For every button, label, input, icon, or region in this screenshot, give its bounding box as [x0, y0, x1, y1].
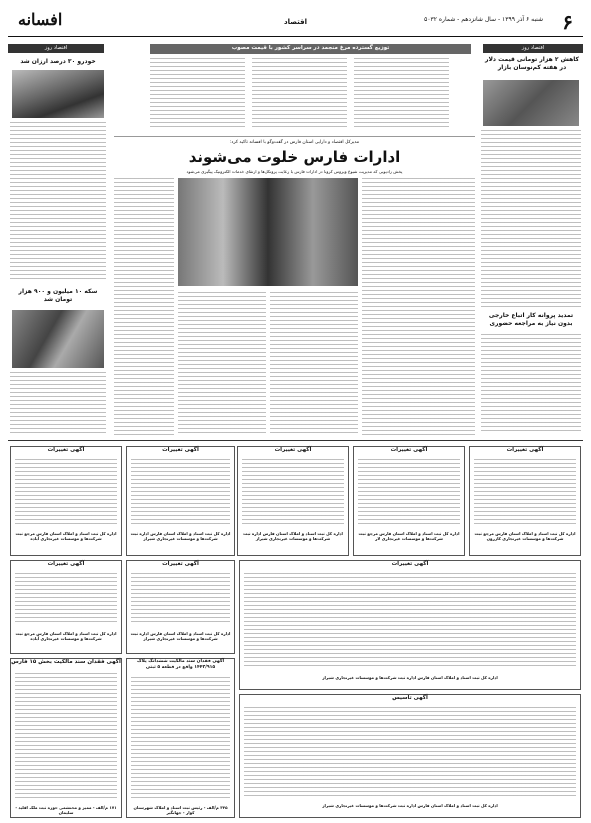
official-photo [178, 178, 358, 286]
top-banner-title: توزیع گسترده مرغ منجمد در سراسر کشور با قیمت مصوب [150, 44, 471, 54]
ad-signature: اداره کل ثبت اسناد و املاک استان فارس مرجع ثبت شرکت‌ها و موسسات غیرتجاری آباده [15, 531, 117, 541]
ad-title: آگهی تغییرات [506, 447, 544, 453]
ad-box-9 [10, 658, 122, 818]
page-number: ۶ [562, 10, 573, 34]
ad-title: آگهی تغییرات [390, 447, 428, 453]
left-headline-1: خودرو ۳۰ درصد ارزان شد [20, 58, 96, 65]
top-story-col-1 [150, 58, 245, 130]
ad-box-3 [237, 446, 349, 556]
main-story-col-mid-2 [270, 292, 358, 436]
main-story-headline: ادارات فارس خلوت می‌شوند [188, 148, 401, 166]
ad-signature: اداره کل ثبت اسناد و املاک استان فارس اداره ثبت شرکت‌ها و موسسات غیرتجاری شیراز [243, 531, 343, 541]
ad-text [131, 677, 230, 799]
ad-text [15, 459, 117, 525]
ad-box-2 [353, 446, 465, 556]
top-story-col-3 [354, 58, 449, 130]
ad-signature: اداره کل ثبت اسناد و املاک استان فارس اداره ثبت شرکت‌ها و موسسات غیرتجاری شیراز [322, 803, 498, 808]
ad-title: آگهی تاسیس [392, 695, 428, 701]
main-story-col-mid-1 [178, 292, 266, 436]
main-story-rule [114, 136, 475, 137]
left-story-2-text [10, 372, 106, 436]
ad-signature: ۳۴۵ م/الف - رئیس ثبت اسناد و املاک شهرستان کوار - جهانگیر [133, 805, 228, 815]
page-header [8, 6, 583, 37]
right-story-text [481, 130, 581, 308]
newspaper-logo: افسانه [18, 10, 63, 29]
ad-title: آگهی تغییرات [47, 561, 85, 567]
coins-photo [12, 310, 104, 368]
ad-text [15, 573, 117, 625]
ad-signature: اداره کل ثبت اسناد و املاک استان فارس اداره ثبت شرکت‌ها و موسسات غیرتجاری شیراز [130, 531, 231, 541]
right-headline-1: کاهش ۲ هزار تومانی قیمت دلار در هفته کم‌نوسان بازار [485, 56, 579, 71]
currency-photo [483, 80, 579, 126]
ad-title: آگهی تغییرات [162, 561, 199, 567]
ad-box-1 [469, 446, 581, 556]
ad-box-4 [126, 446, 235, 556]
ad-text [244, 707, 576, 797]
ad-signature: اداره کل ثبت اسناد و املاک استان فارس اداره ثبت شرکت‌ها و موسسات غیرتجاری شیراز [322, 675, 498, 680]
section-name: اقتصاد [284, 18, 307, 26]
ad-title: آگهی تغییرات [162, 447, 199, 453]
ad-box-7 [126, 560, 235, 654]
ad-box-11 [239, 694, 581, 818]
ad-text [474, 459, 576, 525]
main-story-kicker: مدیرکل اقتصاد و دارایی استان فارس در گفت‌وگو با افسانه تاکید کرد: [229, 140, 360, 145]
ad-title: آگهی فقدان سند مالکیت بخش ۱۵ فارس [11, 659, 121, 665]
ad-text [358, 459, 460, 525]
ad-text [242, 459, 344, 525]
left-section-tag: اقتصاد روز [8, 44, 104, 53]
ad-text [131, 573, 230, 625]
ad-text [244, 573, 576, 669]
left-story-text [10, 122, 106, 282]
main-story-lead: پخش رادیویی که مدیریت شیوع ویروس کرونا در ادارات فارس با رعایت پروتکل‌ها و ارتقای خدمات الکترونیک پیگیری می‌شود [186, 169, 403, 174]
top-story-col-2 [252, 58, 347, 130]
ad-signature: ۱۷۱ م/الف - ممیز و محتشمی حوزه ثبت ملک اقلید - سلیمان [15, 805, 117, 815]
ad-signature: اداره کل ثبت اسناد و املاک استان فارس مرجع ثبت شرکت‌ها و موسسات غیرتجاری لار [358, 531, 460, 541]
ad-box-6 [10, 560, 122, 654]
ad-title: آگهی تغییرات [391, 561, 429, 567]
ad-title: آگهی تغییرات [47, 447, 85, 453]
ad-box-10 [126, 658, 235, 818]
right-section-tag: اقتصاد روز [483, 44, 583, 53]
ad-box-8 [239, 560, 581, 690]
ad-signature: اداره کل ثبت اسناد و املاک استان فارس مرجع ثبت شرکت‌ها و موسسات غیرتجاری کازرون [474, 531, 576, 541]
ad-title: آگهی فقدان سند مالکیت ششدانگ پلاک ۱۴۴۳/۹۱۵ واقع در قطعه ۵ ثبتی [136, 659, 225, 670]
right-headline-2: تمدید پروانه کار اتباع خارجی بدون نیاز به مراجعه حضوری [488, 312, 574, 327]
ads-divider [8, 440, 583, 441]
left-headline-2: سکه ۱۰ میلیون و ۹۰۰ هزار تومان شد [18, 288, 98, 303]
right-story-2-text [481, 334, 581, 434]
ad-signature: اداره کل ثبت اسناد و املاک استان فارس اداره ثبت شرکت‌ها و موسسات غیرتجاری شیراز [130, 631, 231, 641]
issue-date: شنبه ۶ آذر ۱۳۹۹ - سال شانزدهم - شماره ۵۰۳۲ [424, 16, 543, 23]
ad-signature: اداره کل ثبت اسناد و املاک استان فارس مرجع ثبت شرکت‌ها و موسسات غیرتجاری آباده [15, 631, 117, 641]
car-photo [12, 70, 104, 118]
ad-box-5 [10, 446, 122, 556]
main-story-col-right [362, 178, 475, 436]
ad-text [131, 459, 230, 525]
ad-title: آگهی تغییرات [274, 447, 312, 453]
ad-text [15, 673, 117, 799]
main-story-col-left [114, 178, 174, 436]
